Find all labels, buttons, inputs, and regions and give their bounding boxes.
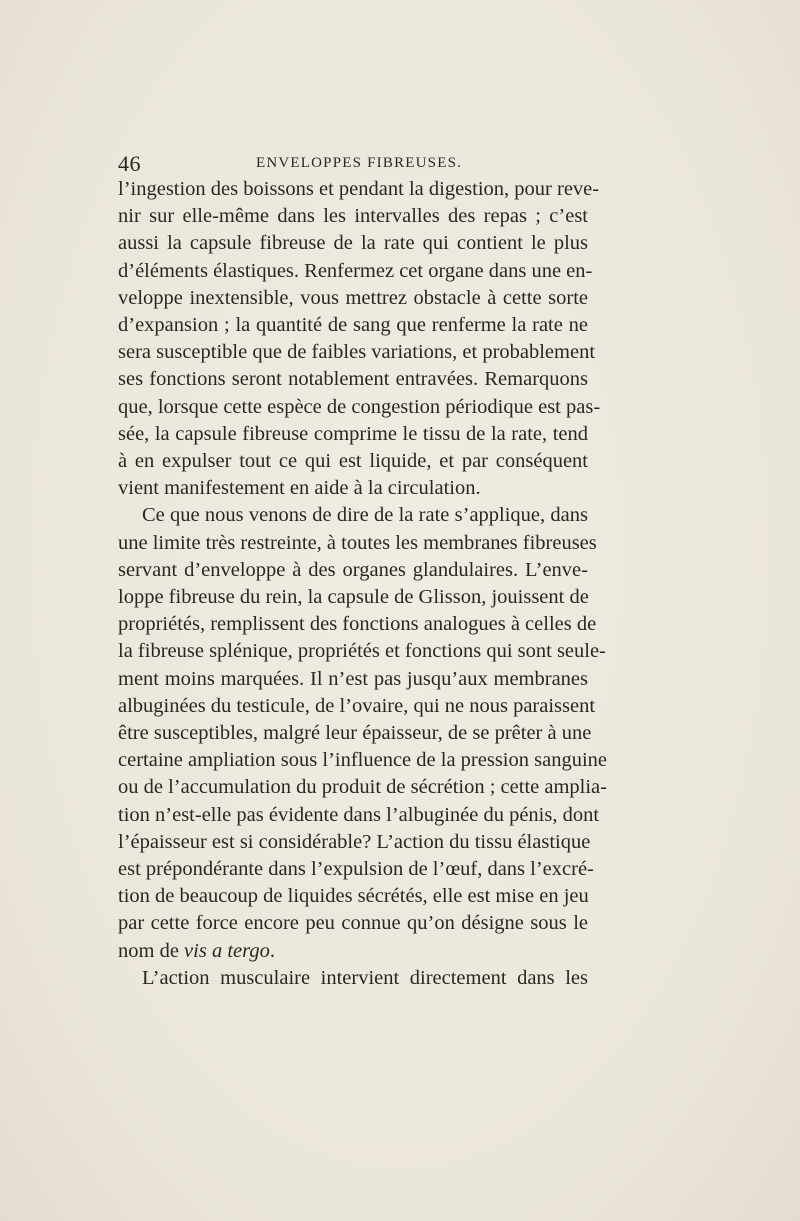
page-number: 46 bbox=[118, 151, 141, 176]
text-line: que, lorsque cette espèce de congestion périodique est pas- bbox=[118, 395, 601, 418]
text-line: vient manifestement en aide à la circulation. bbox=[118, 477, 481, 500]
text-line: propriétés, remplissent des fonctions analogues à celles de bbox=[118, 613, 597, 636]
text-line: tion n’est-elle pas évidente dans l’albuginée du pénis, dont bbox=[118, 803, 600, 826]
text-line: à en expulser tout ce qui est liquide, et par conséquent bbox=[118, 450, 588, 473]
text-line: Ce que nous venons de dire de la rate s’applique, dans bbox=[142, 504, 588, 527]
text-line: d’éléments élastiques. Renfermez cet organe dans une en- bbox=[118, 259, 593, 282]
text-line: d’expansion ; la quantité de sang que renferme la rate ne bbox=[118, 314, 588, 337]
text-line: sée, la capsule fibreuse comprime le tissu de la rate, tend bbox=[118, 422, 588, 445]
text-line: albuginées du testicule, de l’ovaire, qui ne nous paraissent bbox=[118, 694, 596, 717]
text-line: ses fonctions seront notablement entravées. Remarquons bbox=[118, 368, 588, 391]
text-line bbox=[118, 938, 588, 965]
text-line: sera susceptible que de faibles variations, et probablement bbox=[118, 341, 596, 364]
text-line: la fibreuse splénique, propriétés et fonctions qui sont seule- bbox=[118, 640, 606, 663]
line-prefix: nom de bbox=[118, 939, 185, 962]
text-line: l’ingestion des boissons et pendant la digestion, pour reve- bbox=[118, 178, 600, 200]
line-suffix: . bbox=[269, 939, 275, 962]
text-line: aussi la capsule fibreuse de la rate qui contient le plus bbox=[118, 232, 588, 255]
text-line: est prépondérante dans l’expulsion de l’œuf, dans l’excré- bbox=[118, 858, 594, 881]
page-header bbox=[118, 151, 590, 177]
running-title: ENVELOPPES FIBREUSES. bbox=[256, 155, 463, 171]
text-line: L’action musculaire intervient directement dans les bbox=[142, 966, 588, 989]
body-text bbox=[118, 176, 607, 992]
text-line: certaine ampliation sous l’influence de la pression sanguine bbox=[118, 749, 607, 772]
text-line: servant d’enveloppe à des organes glandulaires. L’enve- bbox=[118, 558, 588, 581]
text-line: par cette force encore peu connue qu’on désigne sous le bbox=[118, 912, 588, 935]
text-line: être susceptibles, malgré leur épaisseur, de se prêter à une bbox=[118, 722, 592, 745]
text-line: nir sur elle-même dans les intervalles des repas ; c’est bbox=[118, 205, 588, 228]
text-line: loppe fibreuse du rein, la capsule de Glisson, jouissent de bbox=[118, 586, 589, 609]
text-line: une limite très restreinte, à toutes les membranes fibreuses bbox=[118, 531, 597, 554]
text-line: ment moins marquées. Il n’est pas jusqu’aux membranes bbox=[118, 667, 588, 690]
text-line: tion de beaucoup de liquides sécrétés, elle est mise en jeu bbox=[118, 885, 589, 908]
text-line: veloppe inextensible, vous mettrez obstacle à cette sorte bbox=[118, 286, 588, 309]
text-line: l’épaisseur est si considérable? L’action du tissu élastique bbox=[118, 830, 591, 853]
latin-term: vis a tergo bbox=[184, 939, 270, 962]
text-line: ou de l’accumulation du produit de sécrétion ; cette amplia- bbox=[118, 776, 607, 799]
